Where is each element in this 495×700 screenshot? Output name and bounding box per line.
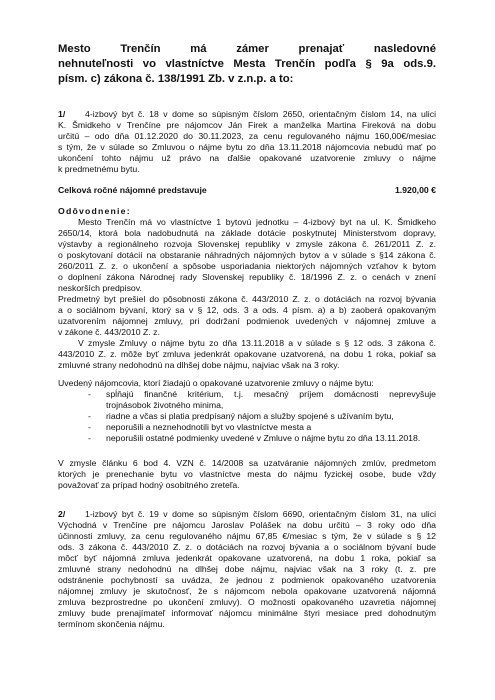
item-2-line: zmluva bezprostredne po ukončení zmluvy). O možnosti opakovaného uzavretia nájomnej: [58, 597, 436, 607]
item-1-number: 1/: [58, 109, 66, 119]
item-2-line: 1-izbový byt č. 19 v dome so súpisným číslom 6690, orientačným číslom 31, na ulici: [85, 509, 436, 519]
total-value: 1.920,00 €: [394, 185, 436, 195]
reason-line: výstavby a regionálneho rozvoja Slovenskej republiky v zmysle zákona č. 261/2011 Z. z.: [58, 239, 436, 249]
conditions-list: [58, 389, 436, 444]
heading-line-3: písm. c) zákona č. 138/1991 Zb. v z.n.p. a to:: [58, 73, 294, 85]
reason-line: neskorších predpisov.: [58, 283, 142, 293]
reason-line: v zákone č. 443/2010 Z. z.: [58, 327, 160, 337]
item-2-number: 2/: [58, 509, 66, 519]
reason-line: 260/2011 Z. z. o ukončení a spôsobe usporiadania niektorých nájomných vzťahov k bytom: [58, 261, 436, 271]
item-2-line: nájomnej zmluvy je skutočnosť, že s nájomcom nebola opakovane uzatvorená nájomná: [58, 586, 436, 596]
item-1-line: určitú – odo dňa 01.12.2020 do 30.11.2023, za cenu regulovaného nájmu 160,00€/mesiac: [58, 131, 436, 141]
closing-paragraph: [58, 458, 436, 491]
conditions-block: [58, 378, 436, 444]
item-2-line: zmluvy bude prenajímateľ informovať nájomcu minimálne štyri mesiace pred dohodnutým: [58, 608, 436, 618]
item-1-line: K. Šmidkeho v Trenčíne pre nájomcov Ján Firek a manželka Martina Fireková na dobu: [58, 120, 436, 130]
item-1-line: s tým, že v súlade so Zmluvou o nájme bytu zo dňa 13.11.2018 nájomcovia nebudú mať po: [58, 142, 436, 152]
reason-line: Predmetný byt prešiel do pôsobnosti zákona č. 443/2010 Z. z. o dotáciách na rozvoj bývania: [58, 294, 436, 304]
conditions-intro: Uvedený nájomcovia, ktorí žiadajú o opakované uzatvorenie zmluvy o nájme bytu:: [58, 378, 374, 388]
reason-line: 443/2010 Z. z. môže byť zmluva jedenkrát opakovane uzatvorená, na dobu 1 roka, pokiaľ sa: [58, 349, 436, 359]
item-2-line: zmluvné strany nedohodnú na dlhšej dobe nájmu, najviac však na 3 roky (t. z. pre: [58, 564, 436, 574]
item-1-line: 4-izbový byt č. 18 v dome so súpisným číslom 2650, orientačným číslom 14, na ulici: [85, 109, 436, 119]
item-2-line: odstránenie pochybností sa uvádza, že jednou z podmienok opakovaného uzatvorenia: [58, 575, 436, 585]
closing-line: ktorých je prenechanie bytu vo vlastníctve mesta do nájmu fyzickej osobe, bude vždy: [58, 469, 436, 479]
condition-item: - neporušili a neznehodnotili byt vo vlastníctve mesta a: [58, 422, 436, 433]
reason-line: a o sociálnom bývaní, ktorý sa v § 12, ods. 3 a ods. 4 písm. a) a b) zaoberá opakovaným: [58, 305, 436, 315]
item-2-line: účinnosti zmluvy, za cenu regulovaného nájmu 67,85 €/mesiac s tým, že v súlade s § 12: [58, 531, 436, 541]
reason-line: o poskytovaní dotácií na obstaranie náhradných nájomných bytov a v súlade s §14 zákona č.: [58, 250, 436, 260]
item-2-line: termínom skončenia nájmu.: [58, 619, 165, 629]
total-label: Celková ročné nájomné predstavuje: [58, 185, 207, 195]
reason-line: Mesto Trenčín má vo vlastníctve 1 bytovú jednotku – 4-izbový byt na ul. K. Šmidkeho: [78, 217, 436, 227]
item-2-line: Východná v Trenčíne pre nájomcu Jaroslav Polášek na dobu určitú – 3 roky odo dňa: [58, 520, 436, 530]
item-1-line: k predmetnému bytu.: [58, 164, 140, 174]
item-1-description: [58, 109, 436, 175]
reason-line: zmluvné strany nedohodnú na dlhšej dobe nájmu, najviac však na 3 roky.: [58, 360, 340, 370]
reason-line: 2650/14, ktorá bola nadobudnutá na základe dotácie poskytnutej Ministerstvom dopravy,: [58, 228, 436, 238]
reason-line: V zmysle Zmluvy o nájme bytu zo dňa 13.11.2018 a v súlade s § 12 ods. 3 zákona č.: [78, 338, 436, 348]
item-1-total-row: [58, 185, 436, 196]
item-1-line: ukončení tohto nájmu už právo na ďalšie opakované uzatvorenie zmluvy o nájme: [58, 153, 436, 163]
closing-line: považovať za prípad hodný osobitného zreteľa.: [58, 480, 240, 490]
item-2-description: [58, 509, 436, 630]
closing-line: V zmysle článku 6 bod 4. VZN č. 14/2008 sa uzatváranie nájomných zmlúv, predmetom: [58, 458, 436, 468]
condition-item-continued: trojnásobok životného minima,: [106, 400, 224, 410]
condition-item: - riadne a včas si platia predpísaný nájom a služby spojené s užívaním bytu,: [58, 411, 436, 422]
heading-line-1: Mesto Trenčín má zámer prenajať nasledovné: [58, 43, 436, 55]
intro-heading: [58, 42, 436, 87]
reason-line: o doplnení zákona Národnej rady Slovenskej republiky č. 18/1996 Z. z. o cenách v znení: [58, 272, 436, 282]
item-2-line: môcť byť nájomná zmluva jedenkrát opakovane uzatvorená, na dobu 1 roka, pokiaľ sa: [58, 553, 436, 563]
condition-item: - neporušili ostatné podmienky uvedené v Zmluve o nájme bytu zo dňa 13.11.2018.: [58, 433, 436, 444]
item-1-reasoning: [58, 206, 436, 371]
heading-line-2: nehnuteľnosti vo vlastníctve Mesta Trenčín podľa § 9a ods.9.: [58, 58, 436, 70]
reasoning-heading: Odôvodnenie:: [58, 206, 131, 216]
reason-line: uzatvorením nájomnej zmluvy, pri dodržaní podmienok uvedených v nájomnej zmluve a: [58, 316, 436, 326]
condition-item: - spĺňajú finančné kritérium, t.j. mesačný príjem domácnosti neprevyšuje: [58, 389, 436, 400]
item-2-line: ods. 3 zákona č. 443/2010 Z. z. o dotáciách na rozvoj bývania a o sociálnom bývaní bude: [58, 542, 436, 552]
